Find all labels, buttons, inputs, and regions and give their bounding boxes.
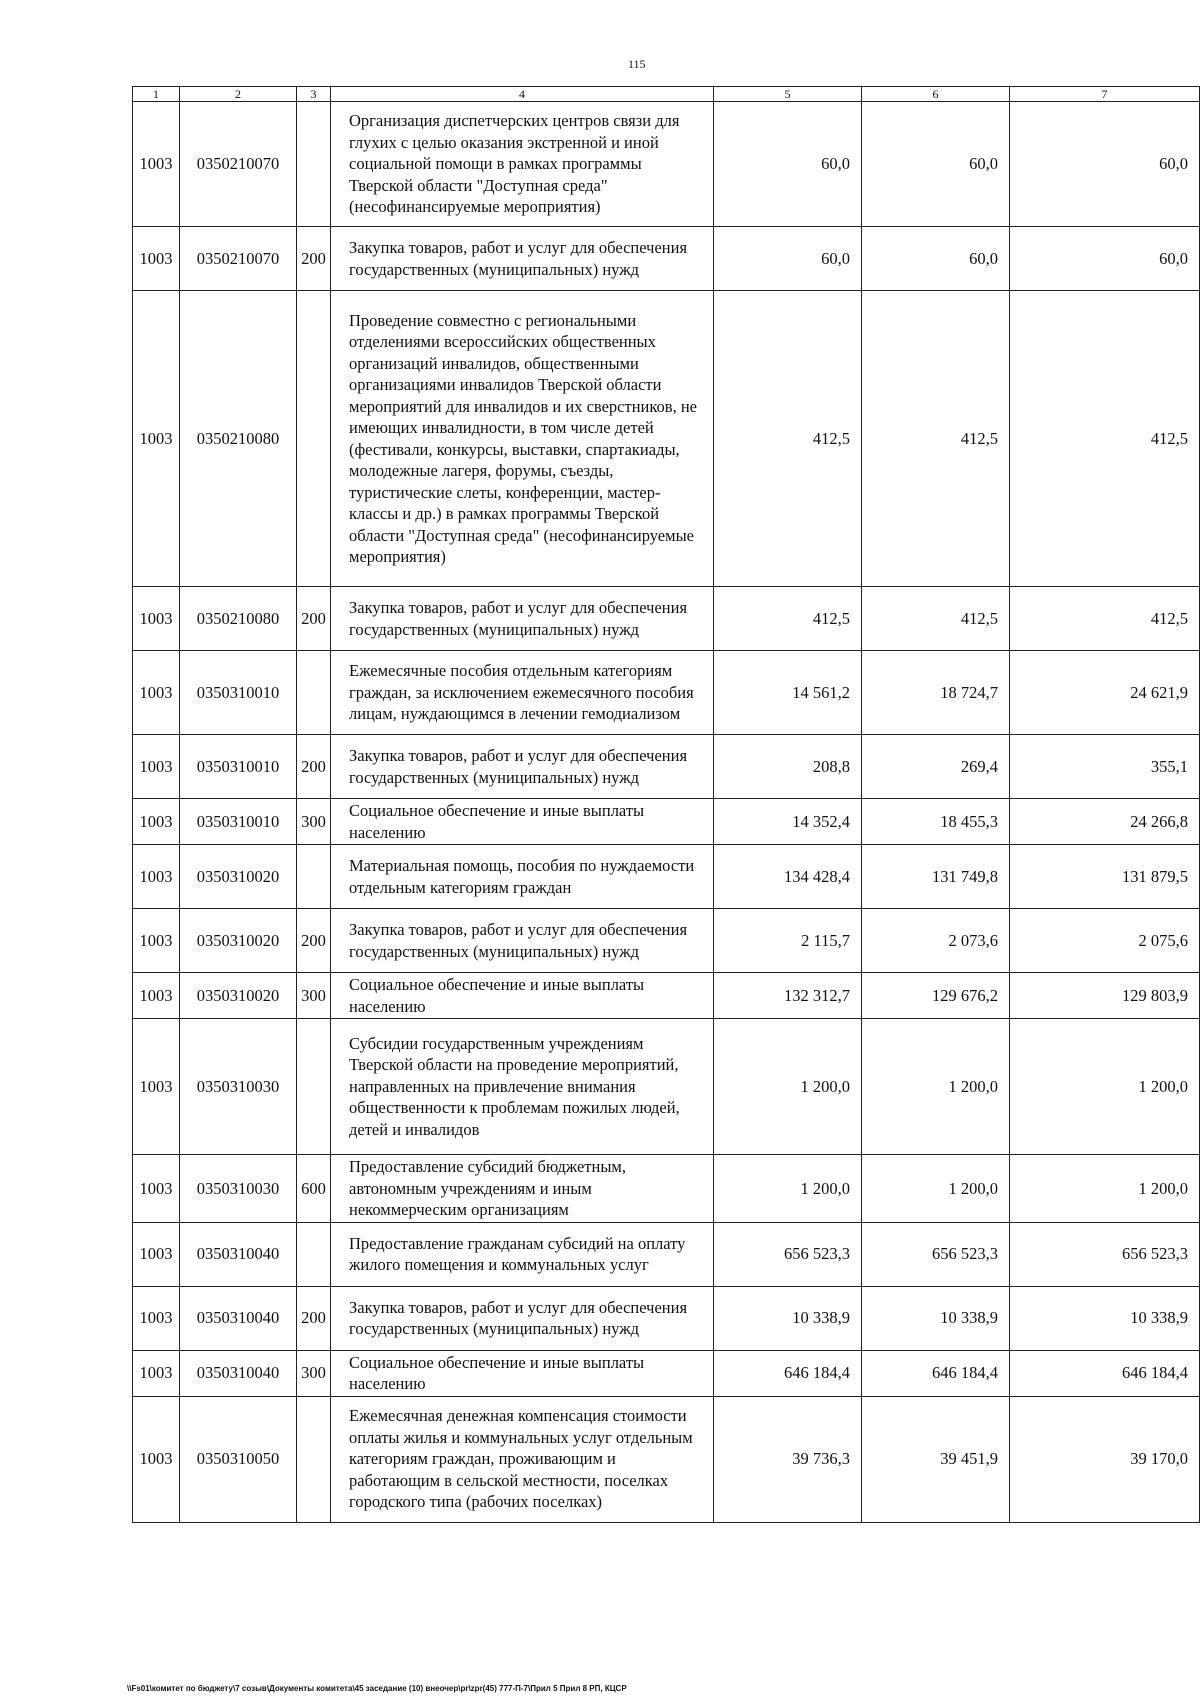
type-cell: 300 [297,1350,331,1396]
value-col6-cell: 60,0 [862,102,1010,227]
section-cell: 1003 [133,291,180,587]
code-cell: 0350210080 [180,291,297,587]
description-cell: Закупка товаров, работ и услуг для обеспечения государственных (муниципальных) нужд [331,587,714,651]
value-col5-cell: 208,8 [714,735,862,799]
value-col5-cell: 39 736,3 [714,1396,862,1522]
section-cell: 1003 [133,1222,180,1286]
footer-file-path: \\Fs01\комитет по бюджету\7 созыв\Документы комитета\45 заседание (10) внеочер\pr\zpr(45) 777-П-7\Прил 5 Прил 8 РП, КЦСР [127,1684,627,1693]
section-cell: 1003 [133,973,180,1019]
table-row [133,909,1200,973]
value-col5-cell: 646 184,4 [714,1350,862,1396]
code-cell: 0350310030 [180,1155,297,1223]
type-cell: 200 [297,909,331,973]
type-cell: 300 [297,799,331,845]
value-col7-cell: 412,5 [1010,587,1200,651]
value-col7-cell: 60,0 [1010,227,1200,291]
table-row [133,1286,1200,1350]
budget-table [132,86,1200,1523]
description-cell: Материальная помощь, пособия по нуждаемости отдельным категориям граждан [331,845,714,909]
header-col-2: 2 [180,87,297,102]
section-cell: 1003 [133,1155,180,1223]
value-col5-cell: 10 338,9 [714,1286,862,1350]
table-row [133,1350,1200,1396]
header-col-3: 3 [297,87,331,102]
value-col5-cell: 60,0 [714,227,862,291]
description-cell: Закупка товаров, работ и услуг для обеспечения государственных (муниципальных) нужд [331,735,714,799]
value-col6-cell: 656 523,3 [862,1222,1010,1286]
value-col7-cell: 2 075,6 [1010,909,1200,973]
section-cell: 1003 [133,1396,180,1522]
value-col6-cell: 1 200,0 [862,1019,1010,1155]
table-row [133,102,1200,227]
code-cell: 0350210080 [180,587,297,651]
table-header-row [133,87,1200,102]
value-col7-cell: 24 621,9 [1010,651,1200,735]
code-cell: 0350310050 [180,1396,297,1522]
description-cell: Предоставление гражданам субсидий на оплату жилого помещения и коммунальных услуг [331,1222,714,1286]
table-row [133,845,1200,909]
type-cell [297,651,331,735]
value-col6-cell: 129 676,2 [862,973,1010,1019]
value-col5-cell: 2 115,7 [714,909,862,973]
type-cell: 600 [297,1155,331,1223]
type-cell [297,1396,331,1522]
value-col6-cell: 412,5 [862,291,1010,587]
table-row [133,1222,1200,1286]
section-cell: 1003 [133,587,180,651]
table-row [133,799,1200,845]
header-col-6: 6 [862,87,1010,102]
table-row [133,651,1200,735]
section-cell: 1003 [133,735,180,799]
value-col7-cell: 60,0 [1010,102,1200,227]
page-number: 115 [628,57,646,71]
value-col6-cell: 412,5 [862,587,1010,651]
header-col-4: 4 [331,87,714,102]
value-col6-cell: 18 455,3 [862,799,1010,845]
code-cell: 0350310010 [180,735,297,799]
type-cell [297,1019,331,1155]
section-cell: 1003 [133,651,180,735]
type-cell [297,291,331,587]
value-col6-cell: 2 073,6 [862,909,1010,973]
code-cell: 0350210070 [180,227,297,291]
description-cell: Предоставление субсидий бюджетным, автономным учреждениям и иным некоммерческим организациям [331,1155,714,1223]
table-row [133,291,1200,587]
section-cell: 1003 [133,1350,180,1396]
code-cell: 0350310040 [180,1222,297,1286]
value-col5-cell: 134 428,4 [714,845,862,909]
header-col-7: 7 [1010,87,1200,102]
code-cell: 0350310020 [180,973,297,1019]
code-cell: 0350310040 [180,1350,297,1396]
code-cell: 0350310040 [180,1286,297,1350]
description-cell: Закупка товаров, работ и услуг для обеспечения государственных (муниципальных) нужд [331,909,714,973]
value-col5-cell: 656 523,3 [714,1222,862,1286]
value-col7-cell: 24 266,8 [1010,799,1200,845]
table-row [133,587,1200,651]
table-row [133,1019,1200,1155]
code-cell: 0350310020 [180,909,297,973]
value-col6-cell: 18 724,7 [862,651,1010,735]
description-cell: Социальное обеспечение и иные выплаты населению [331,1350,714,1396]
type-cell: 200 [297,587,331,651]
header-col-1: 1 [133,87,180,102]
value-col5-cell: 1 200,0 [714,1019,862,1155]
value-col7-cell: 355,1 [1010,735,1200,799]
table-row [133,1155,1200,1223]
value-col6-cell: 10 338,9 [862,1286,1010,1350]
type-cell: 200 [297,227,331,291]
description-cell: Закупка товаров, работ и услуг для обеспечения государственных (муниципальных) нужд [331,227,714,291]
type-cell [297,102,331,227]
type-cell: 200 [297,1286,331,1350]
description-cell: Социальное обеспечение и иные выплаты населению [331,799,714,845]
value-col5-cell: 412,5 [714,291,862,587]
header-col-5: 5 [714,87,862,102]
code-cell: 0350310010 [180,651,297,735]
type-cell: 300 [297,973,331,1019]
value-col7-cell: 1 200,0 [1010,1019,1200,1155]
section-cell: 1003 [133,1286,180,1350]
value-col6-cell: 131 749,8 [862,845,1010,909]
value-col6-cell: 269,4 [862,735,1010,799]
value-col7-cell: 39 170,0 [1010,1396,1200,1522]
description-cell: Закупка товаров, работ и услуг для обеспечения государственных (муниципальных) нужд [331,1286,714,1350]
value-col6-cell: 1 200,0 [862,1155,1010,1223]
value-col7-cell: 129 803,9 [1010,973,1200,1019]
value-col5-cell: 60,0 [714,102,862,227]
code-cell: 0350310020 [180,845,297,909]
value-col7-cell: 656 523,3 [1010,1222,1200,1286]
section-cell: 1003 [133,799,180,845]
description-cell: Проведение совместно с региональными отделениями всероссийских общественных организаций инвалидов, общественными организациями инвалидов Тверской области мероприятий для инвалидов и их сверстников, не имеющих инвалидности, в том числе детей (фестивали, конкурсы, выставки, спартакиады, молодежные лагеря, форумы, съезды, туристические слеты, конференции, мастер-классы и др.) в рамках программы Тверской области "Доступная среда" (несофинансируемые мероприятия) [331,291,714,587]
value-col7-cell: 646 184,4 [1010,1350,1200,1396]
value-col6-cell: 39 451,9 [862,1396,1010,1522]
code-cell: 0350310010 [180,799,297,845]
value-col5-cell: 132 312,7 [714,973,862,1019]
value-col7-cell: 1 200,0 [1010,1155,1200,1223]
section-cell: 1003 [133,1019,180,1155]
value-col5-cell: 412,5 [714,587,862,651]
description-cell: Ежемесячная денежная компенсация стоимости оплаты жилья и коммунальных услуг отдельным категориям граждан, проживающим и работающим в сельской местности, поселках городского типа (рабочих поселках) [331,1396,714,1522]
value-col6-cell: 646 184,4 [862,1350,1010,1396]
code-cell: 0350310030 [180,1019,297,1155]
value-col5-cell: 14 561,2 [714,651,862,735]
description-cell: Организация диспетчерских центров связи для глухих с целью оказания экстренной и иной социальной помощи в рамках программы Тверской области "Доступная среда" (несофинансируемые мероприятия) [331,102,714,227]
table-row [133,735,1200,799]
description-cell: Социальное обеспечение и иные выплаты населению [331,973,714,1019]
value-col5-cell: 1 200,0 [714,1155,862,1223]
type-cell [297,845,331,909]
description-cell: Субсидии государственным учреждениям Тверской области на проведение мероприятий, направленных на привлечение внимания общественности к проблемам пожилых людей, детей и инвалидов [331,1019,714,1155]
value-col7-cell: 412,5 [1010,291,1200,587]
description-cell: Ежемесячные пособия отдельным категориям граждан, за исключением ежемесячного пособия лицам, нуждающимся в лечении гемодиализом [331,651,714,735]
table-row [133,1396,1200,1522]
value-col6-cell: 60,0 [862,227,1010,291]
value-col7-cell: 131 879,5 [1010,845,1200,909]
section-cell: 1003 [133,845,180,909]
type-cell: 200 [297,735,331,799]
type-cell [297,1222,331,1286]
section-cell: 1003 [133,102,180,227]
table-row [133,227,1200,291]
value-col7-cell: 10 338,9 [1010,1286,1200,1350]
section-cell: 1003 [133,227,180,291]
table-row [133,973,1200,1019]
section-cell: 1003 [133,909,180,973]
code-cell: 0350210070 [180,102,297,227]
value-col5-cell: 14 352,4 [714,799,862,845]
